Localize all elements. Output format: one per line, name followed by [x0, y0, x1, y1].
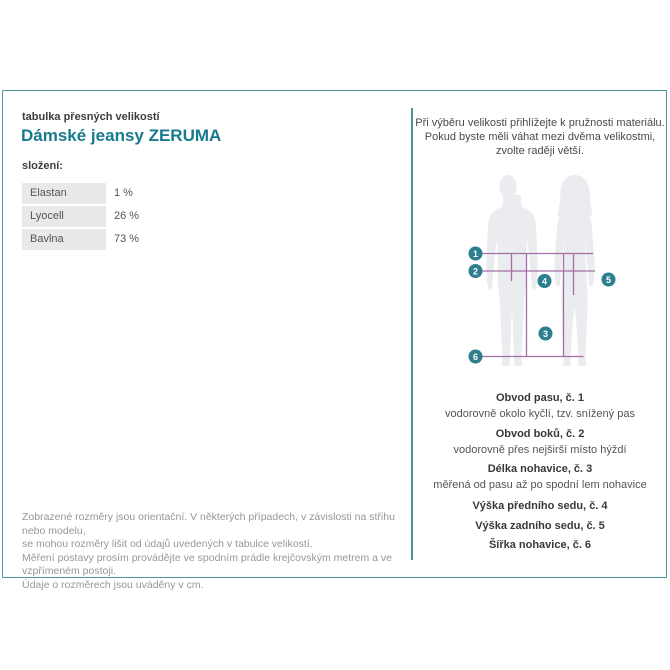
marker-label: 3 [542, 329, 549, 339]
table-kicker: tabulka přesných velikostí [22, 111, 160, 123]
table-row [22, 183, 392, 204]
measurement-title: Výška předního sedu, č. 4 [472, 500, 608, 512]
disclaimer-line: Měření postavy prosím provádějte ve spodním prádle krejčovským metrem a ve vzpřímeném postoji. [22, 551, 392, 578]
measurement-figure [430, 160, 670, 380]
marker-label: 6 [472, 352, 479, 362]
table-row [22, 229, 392, 250]
disclaimer-line: se mohou rozměry lišit od údajů uvedených v tabulce velikostí. [22, 538, 313, 551]
measurement-title: Šířka nohavice, č. 6 [488, 539, 592, 551]
measurement-legend [412, 390, 668, 553]
disclaimer-line: Zobrazené rozměry jsou orientační. V některých případech, v závislosti na střihu nebo modelu, [22, 511, 395, 537]
measurement-title: Délka nohavice, č. 3 [487, 463, 593, 475]
material-percent: 1 % [114, 187, 133, 199]
advice-line: Při výběru velikosti přihlížejte k pružnosti materiálu. [415, 117, 665, 129]
sizing-advice [412, 116, 668, 158]
composition-table [22, 183, 392, 252]
material-percent: 26 % [114, 210, 140, 222]
measurement-title: Výška zadního sedu, č. 5 [475, 520, 605, 532]
material-name: Bavlna [22, 229, 106, 250]
material-name: Lyocell [22, 206, 106, 227]
disclaimer-line: Údaje o rozměrech jsou uváděny v cm. [22, 578, 204, 591]
measurement-desc: vodorovně přes nejširší místo hýždí [453, 444, 627, 456]
measurement-desc: měřená od pasu až po spodní lem nohavice [433, 479, 647, 491]
measurement-title: Obvod boků, č. 2 [495, 428, 585, 440]
material-percent: 73 % [114, 233, 140, 245]
marker-label: 2 [472, 266, 479, 277]
advice-line: zvolte raději větší. [495, 145, 585, 157]
marker-label: 4 [541, 276, 548, 287]
composition-heading: složení: [22, 160, 63, 172]
product-title: Dámské jeansy ZERUMA [21, 126, 222, 145]
measurement-disclaimer [22, 511, 412, 593]
marker-label: 1 [472, 249, 479, 259]
measurement-desc: vodorovně okolo kyčlí, tzv. snížený pas [445, 408, 635, 420]
marker-label: 5 [605, 275, 612, 285]
measurement-title: Obvod pasu, č. 1 [495, 392, 585, 404]
material-name: Elastan [22, 183, 106, 204]
table-row [22, 206, 392, 227]
advice-line: Pokud byste měli váhat mezi dvěma velikostmi, [424, 131, 656, 143]
